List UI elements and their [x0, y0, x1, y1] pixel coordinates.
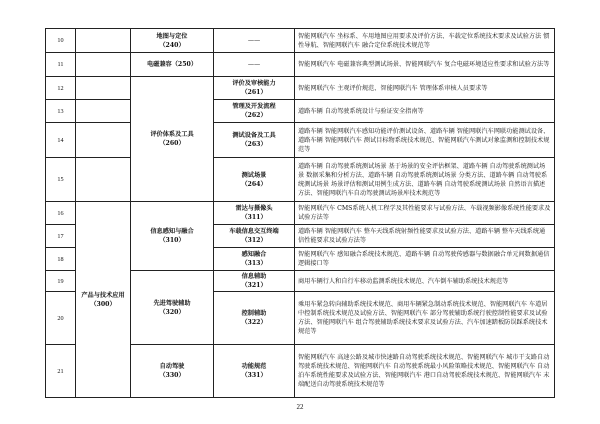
level3-category: 感知融合 （313） [214, 248, 295, 271]
level3-category: 车载信息交互终端 （312） [214, 225, 295, 248]
level3-category: 控制辅助 （322） [214, 292, 295, 345]
table-row [46, 123, 555, 158]
level3-category: 信息辅助 （321） [214, 271, 295, 292]
standards-table [45, 28, 555, 398]
standards-description: 智能网联汽车 高速公路及城市快速路自动驾驶系统技术规范、智能网联汽车 城市干支路自动驾驶系统技术规范、智能网联汽车 自动驾驶系统最小风险策略技术规范、智能网联汽车 自动泊车系统性能要求及试验方法、智能网联汽车 港口自动驾驶系统技术规范、智能网联汽车 末端配送自动驾驶系统技术规范等 [295, 345, 555, 398]
row-number: 20 [46, 292, 76, 345]
table-row [46, 29, 555, 53]
standards-description: 道路车辆 智能网联汽车 整车天线系统射频性能要求及试验方法、道路车辆 整车天线系统通信性能要求及试验方法等 [295, 225, 555, 248]
standards-description: 智能网联汽车 主观评价规范、智能网联汽车 管理体系审核人员要求等 [295, 77, 555, 100]
table-row [46, 202, 555, 225]
level3-category: —— [214, 53, 295, 77]
row-number: 15 [46, 158, 76, 202]
standards-description: 智能网联汽车 CMS系统人机工程学及其性能要求与试验方法、车载视频影像系统性能要求及试验方法等 [295, 202, 555, 225]
row-number: 16 [46, 202, 76, 225]
level2-category: 自动驾驶 （330） [131, 345, 214, 398]
level1-empty-cell [76, 77, 131, 100]
row-number: 10 [46, 29, 76, 53]
standards-description: 道路车辆 智能网联汽车感知功能评价测试设备、道路车辆 智能网联汽车网联功能测试设备、道路车辆 智能网联汽车 测试目标物系统技术规范、智能网联汽车测试对象监测和控制技术规范等 [295, 123, 555, 158]
level1-empty-cell [76, 29, 131, 53]
level1-empty-cell [76, 53, 131, 77]
row-number: 11 [46, 53, 76, 77]
table-row [46, 77, 555, 100]
level3-category: 雷达与摄像头 （311） [214, 202, 295, 225]
page-number: 22 [296, 403, 304, 411]
level3-category: —— [214, 29, 295, 53]
level1-empty-cell [76, 158, 131, 202]
level1-category: 产品与技术应用 （300） [76, 202, 131, 398]
level2-category: 先进驾驶辅助 （320） [131, 271, 214, 345]
level3-category: 测试设备及工具 （263） [214, 123, 295, 158]
standards-description: 智能网联汽车 电磁兼容典型测试场景、智能网联汽车 复合电磁环境适应性要求和试验方法等 [295, 53, 555, 77]
standards-description: 道路车辆 自动驾驶系统测试场景 基于场景的安全评估框架、道路车辆 自动驾驶系统测试场景 数据采集和分析方法、道路车辆 自动驾驶系统测试场景 分类方法、道路车辆 自动驾驶系统测试场景 场景评估和测试用例生成方法、道路车辆 自动驾驶系统测试场景 自然语言描述方法、智能网联汽车自动驾驶测试场景库技术规范等 [295, 158, 555, 202]
level2-category: 评价体系及工具 （260） [131, 77, 214, 202]
standards-description: 智能网联汽车 坐标系、车用地图应用要求及评价方法、车载定位系统技术要求及试验方法 惯性导航、智能网联汽车 融合定位系统技术规范等 [295, 29, 555, 53]
level2-category: 信息感知与融合 （310） [131, 202, 214, 271]
level1-empty-cell [76, 123, 131, 158]
table-row [46, 53, 555, 77]
row-number: 12 [46, 77, 76, 100]
level3-category: 测试场景 （264） [214, 158, 295, 202]
row-number: 14 [46, 123, 76, 158]
table-row [46, 100, 555, 123]
level3-category: 评价及审核能力 （261） [214, 77, 295, 100]
level1-empty-cell [76, 100, 131, 123]
row-number: 21 [46, 345, 76, 398]
standards-description: 道路车辆 自动驾驶系统设计与验证安全指南等 [295, 100, 555, 123]
level2-category: 电磁兼容（250） [131, 53, 214, 77]
level2-category: 地图与定位 （240） [131, 29, 214, 53]
level3-category: 管理及开发流程 （262） [214, 100, 295, 123]
standards-description: 乘用车紧急转向辅助系统技术规范、商用车辆紧急制动系统技术规范、智能网联汽车 车道居中控制系统技术规范及试验方法、智能网联汽车 部分驾驶辅助系统行驶控制性能要求及试验方法、智能网联汽车 组合驾驶辅助系统技术要求及试验方法、汽车加速踏板防误踩系统技术规范等 [295, 292, 555, 345]
row-number: 17 [46, 225, 76, 248]
row-number: 18 [46, 248, 76, 271]
level3-category: 功能规范 （331） [214, 345, 295, 398]
row-number: 13 [46, 100, 76, 123]
table-row [46, 158, 555, 202]
standards-description: 智能网联汽车 感知融合系统技术规范、道路车辆 自动驾驶传感器与数据融合单元间数据通信逻辑接口等 [295, 248, 555, 271]
standards-description: 商用车辆行人和自行车移动监测系统技术规范、汽车倒车辅助系统技术规范等 [295, 271, 555, 292]
row-number: 19 [46, 271, 76, 292]
